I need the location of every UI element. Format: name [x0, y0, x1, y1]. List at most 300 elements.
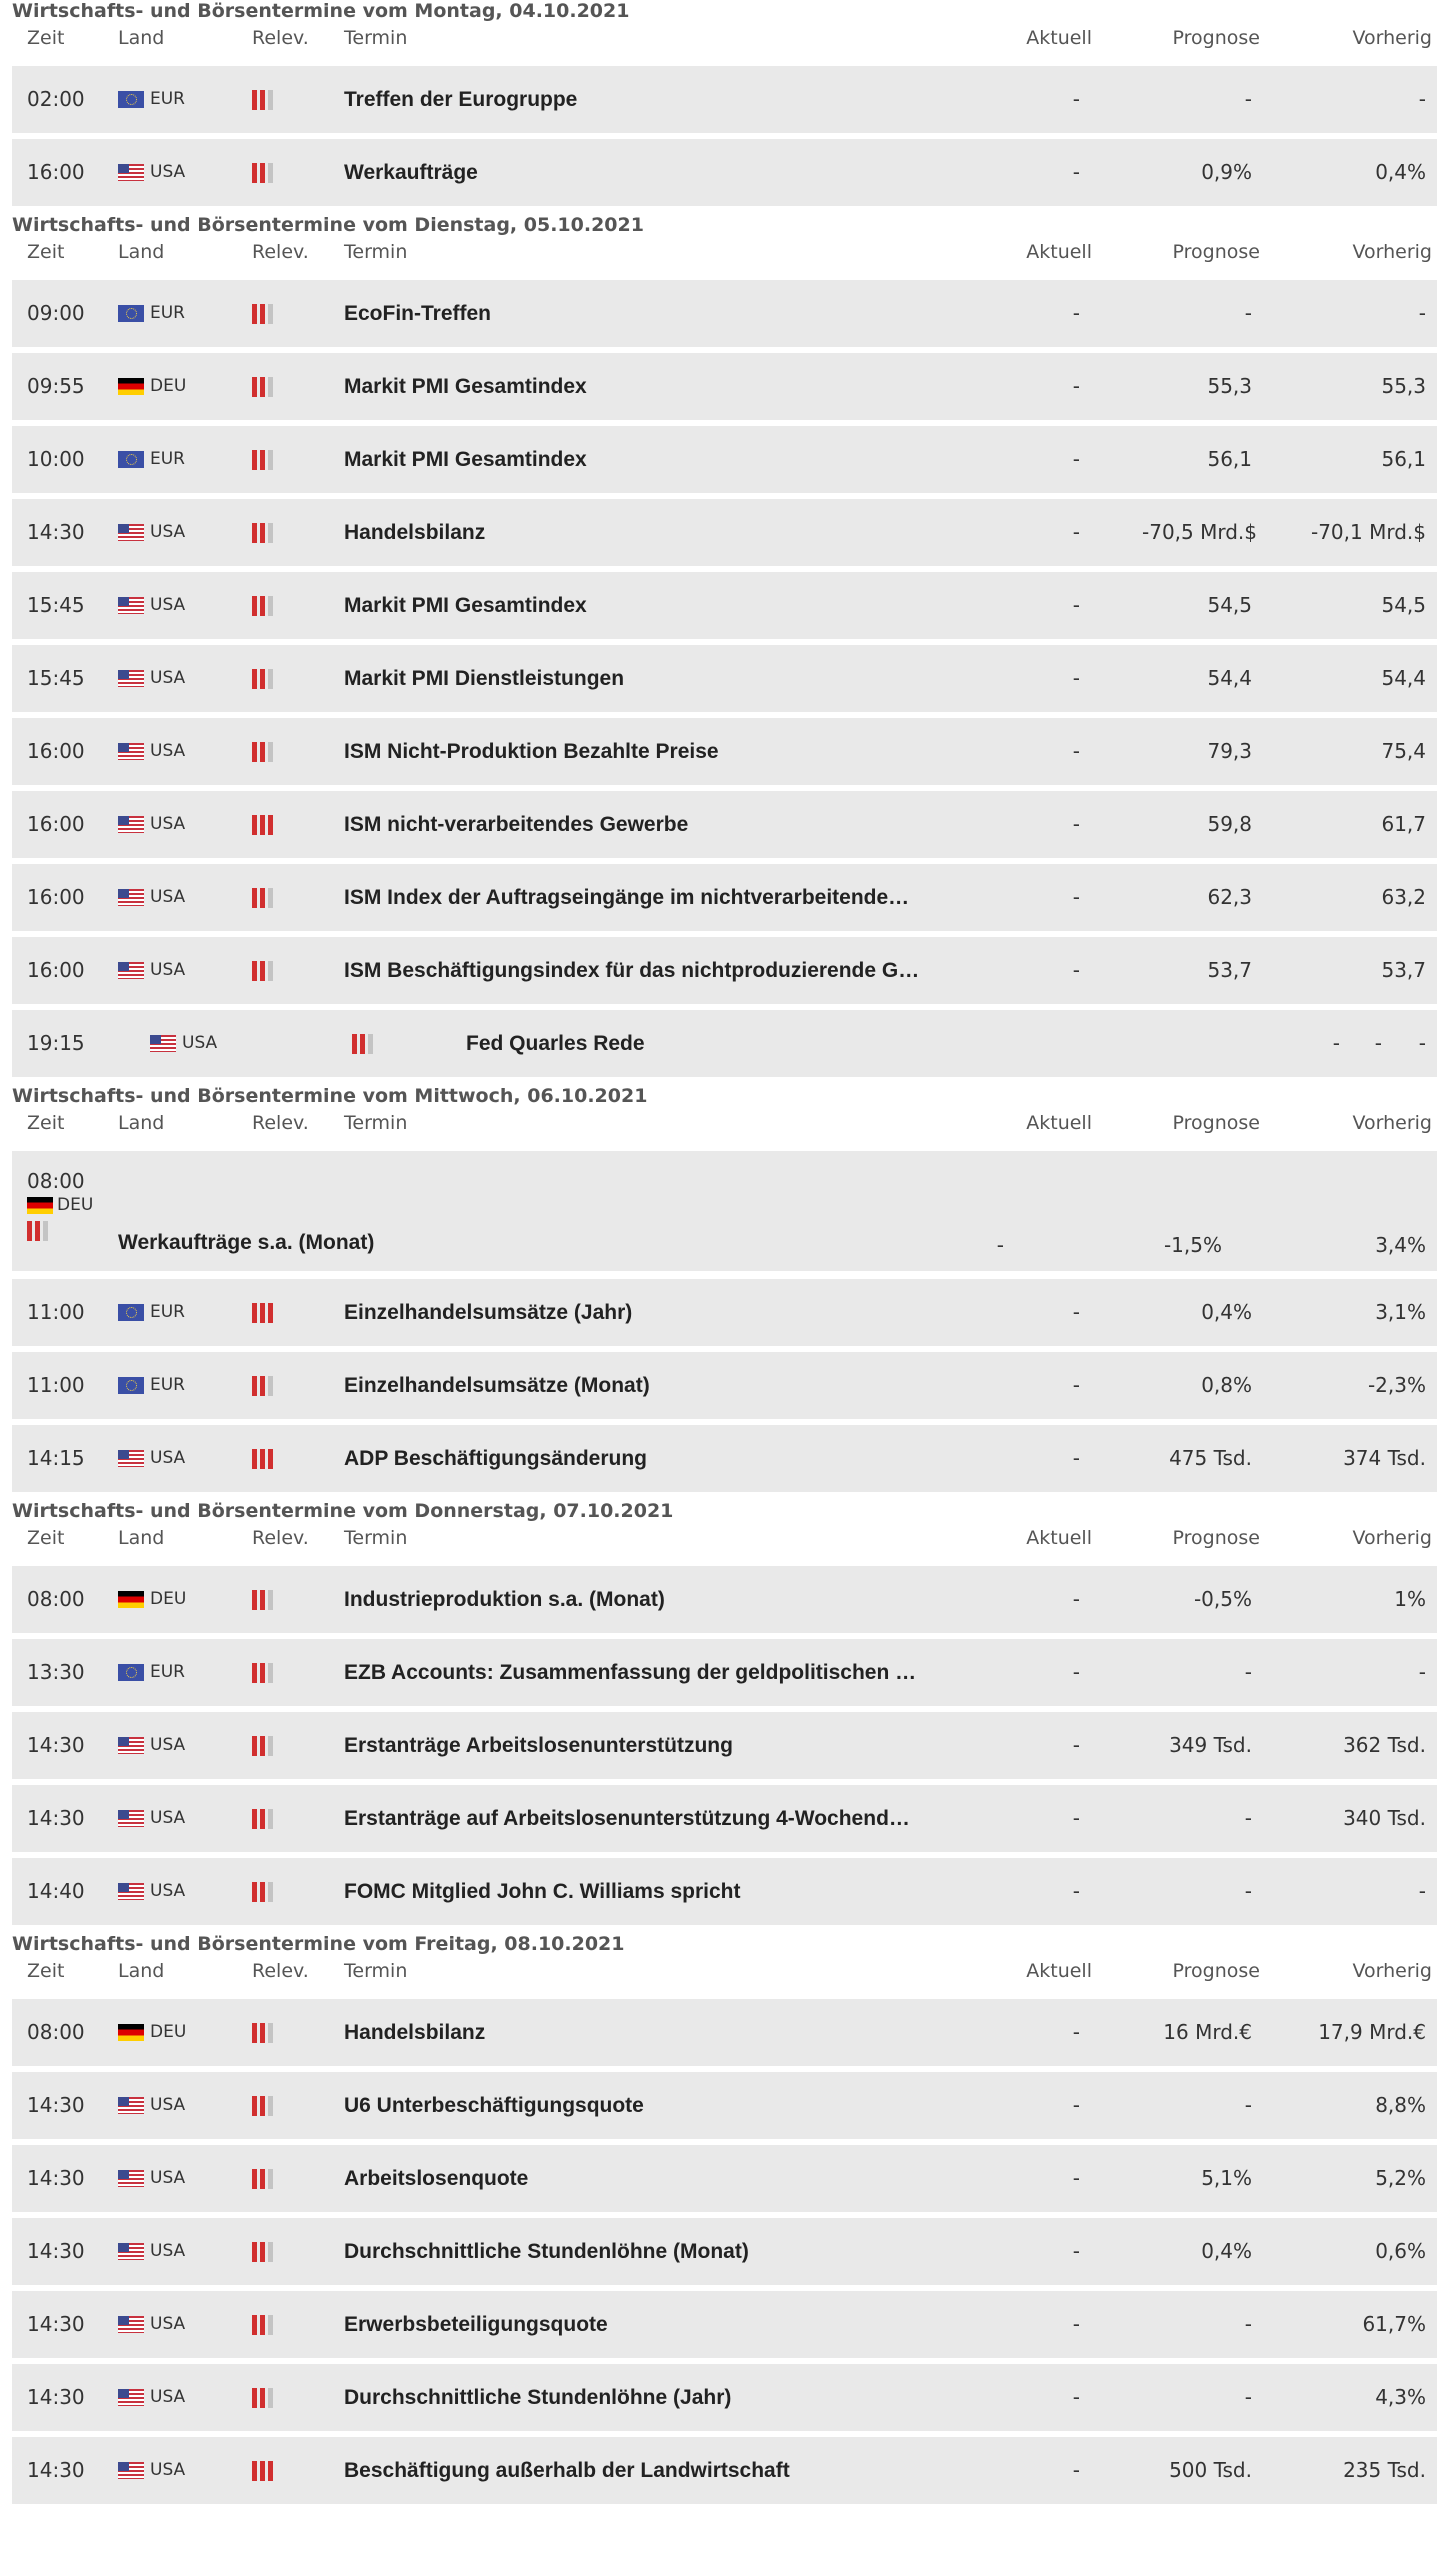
event-country	[118, 1785, 185, 1852]
relevance-icon	[252, 742, 273, 762]
country-code: USA	[150, 2460, 186, 2480]
event-row[interactable]	[12, 1352, 1437, 1419]
column-header-land: Land	[118, 1112, 165, 1134]
event-actual: -	[1072, 2385, 1080, 2409]
event-row[interactable]	[12, 718, 1437, 785]
event-forecast: -	[1244, 2312, 1252, 2336]
event-country	[118, 66, 185, 133]
event-row[interactable]	[12, 1712, 1437, 1779]
event-time: 08:00	[27, 1587, 85, 1611]
relevance-mark-icon	[268, 1449, 273, 1469]
relevance-mark-icon	[252, 2169, 257, 2189]
relevance-icon	[252, 596, 273, 616]
event-time: 16:00	[27, 958, 85, 982]
event-title[interactable]: Handelsbilanz	[344, 521, 486, 544]
relevance-icon	[27, 1221, 48, 1241]
event-forecast: -	[1244, 1806, 1252, 1830]
relevance-icon	[252, 1663, 273, 1683]
column-header-relev: Relev.	[252, 1112, 309, 1134]
relevance-mark-icon	[260, 2315, 265, 2335]
column-header-row	[12, 1955, 1437, 1987]
relevance-icon	[252, 450, 273, 470]
event-actual: -	[1072, 160, 1080, 184]
event-actual: -	[1072, 1373, 1080, 1397]
event-row[interactable]	[12, 645, 1437, 712]
event-country	[118, 791, 185, 858]
event-previous: 374 Tsd.	[1343, 1446, 1426, 1470]
relevance-icon	[252, 1376, 273, 1396]
relevance-mark-icon	[252, 1663, 257, 1683]
relevance-mark-icon	[252, 1376, 257, 1396]
relevance-icon	[252, 90, 273, 110]
event-title[interactable]: Erwerbsbeteiligungsquote	[344, 2313, 608, 2336]
event-title[interactable]: EcoFin-Treffen	[344, 302, 492, 325]
event-title[interactable]: Einzelhandelsumsätze (Jahr)	[344, 1301, 633, 1324]
event-forecast: -	[1244, 2093, 1252, 2117]
event-forecast: -0,5%	[1193, 1587, 1252, 1611]
event-actual: -	[1072, 739, 1080, 763]
relevance-mark-icon	[268, 163, 273, 183]
event-title[interactable]: Werkaufträge	[344, 161, 478, 184]
relevance-mark-icon	[252, 961, 257, 981]
relevance-mark-icon	[260, 1663, 265, 1683]
event-title[interactable]: Treffen der Eurogruppe	[344, 88, 578, 111]
event-title[interactable]: Arbeitslosenquote	[344, 2167, 529, 2190]
relevance-mark-icon	[268, 450, 273, 470]
event-title[interactable]: Werkaufträge s.a. (Monat)	[118, 1231, 375, 1254]
event-previous: 1%	[1394, 1587, 1426, 1611]
flag-usa-icon	[118, 1737, 144, 1754]
event-title[interactable]: FOMC Mitglied John C. Williams spricht	[344, 1880, 741, 1903]
event-time: 02:00	[27, 87, 85, 111]
relevance-mark-icon	[268, 523, 273, 543]
relevance-mark-icon	[260, 669, 265, 689]
event-relevance	[252, 1639, 273, 1706]
event-relevance	[252, 864, 273, 931]
event-time: 16:00	[27, 160, 85, 184]
relevance-mark-icon	[252, 1590, 257, 1610]
event-relevance	[252, 1785, 273, 1852]
relevance-icon	[252, 163, 273, 183]
event-title[interactable]: U6 Unterbeschäftigungsquote	[344, 2094, 644, 2117]
column-header-land: Land	[118, 241, 165, 263]
event-relevance	[252, 1712, 273, 1779]
column-header-vorherig: Vorherig	[1352, 241, 1432, 263]
relevance-mark-icon	[260, 450, 265, 470]
country-code: USA	[150, 2168, 186, 2188]
relevance-mark-icon	[268, 1809, 273, 1829]
country-code: USA	[150, 162, 186, 182]
flag-deu-icon	[27, 1197, 53, 1214]
country-code: DEU	[57, 1195, 94, 1215]
event-relevance	[252, 1425, 273, 1492]
event-previous: 235 Tsd.	[1343, 2458, 1426, 2482]
event-row[interactable]	[12, 66, 1437, 133]
country-code: USA	[182, 1033, 218, 1053]
event-actual: -	[1072, 1879, 1080, 1903]
event-previous: -	[1418, 1031, 1426, 1055]
event-time: 11:00	[27, 1300, 85, 1324]
event-forecast: 54,4	[1207, 666, 1252, 690]
event-forecast: 5,1%	[1201, 2166, 1252, 2190]
event-forecast: 79,3	[1207, 739, 1252, 763]
relevance-mark-icon	[252, 1303, 257, 1323]
relevance-mark-icon	[252, 2315, 257, 2335]
event-previous: 0,6%	[1375, 2239, 1426, 2263]
event-country	[118, 864, 185, 931]
flag-deu-icon	[118, 2024, 144, 2041]
event-country	[118, 1712, 185, 1779]
event-previous: 3,4%	[1375, 1233, 1426, 1257]
relevance-mark-icon	[252, 888, 257, 908]
country-code: USA	[150, 2095, 186, 2115]
event-previous: 63,2	[1381, 885, 1426, 909]
event-row[interactable]	[12, 2145, 1437, 2212]
event-row[interactable]	[12, 1639, 1437, 1706]
event-relevance	[252, 1566, 273, 1633]
relevance-icon	[252, 1303, 273, 1323]
event-title[interactable]: Markit PMI Gesamtindex	[344, 448, 587, 471]
event-actual: -	[1072, 958, 1080, 982]
relevance-mark-icon	[352, 1034, 357, 1054]
event-title[interactable]: Durchschnittliche Stundenlöhne (Monat)	[344, 2240, 749, 2263]
event-title[interactable]: Markit PMI Dienstleistungen	[344, 667, 625, 690]
event-relevance	[252, 718, 273, 785]
event-actual: -	[1072, 2020, 1080, 2044]
event-forecast: 56,1	[1207, 447, 1252, 471]
event-country	[118, 1858, 185, 1925]
event-row[interactable]	[12, 791, 1437, 858]
event-forecast: -	[1244, 87, 1252, 111]
event-row[interactable]	[12, 1566, 1437, 1633]
event-relevance	[252, 66, 273, 133]
event-title[interactable]: ADP Beschäftigungsänderung	[344, 1447, 647, 1470]
event-forecast: -	[1374, 1031, 1382, 1055]
event-relevance	[252, 1279, 273, 1346]
event-forecast: 55,3	[1207, 374, 1252, 398]
event-title[interactable]: Durchschnittliche Stundenlöhne (Jahr)	[344, 2386, 732, 2409]
event-relevance	[252, 499, 273, 566]
relevance-mark-icon	[260, 1809, 265, 1829]
relevance-icon	[252, 2388, 273, 2408]
event-row[interactable]	[12, 1785, 1437, 1852]
relevance-mark-icon	[260, 2461, 265, 2481]
event-row[interactable]	[12, 1999, 1437, 2066]
column-header-termin: Termin	[344, 1527, 408, 1549]
relevance-mark-icon	[268, 2096, 273, 2116]
event-row[interactable]	[12, 864, 1437, 931]
event-row[interactable]	[12, 2364, 1437, 2431]
flag-usa-icon	[118, 1810, 144, 1827]
event-title[interactable]: Markit PMI Gesamtindex	[344, 594, 587, 617]
relevance-icon	[252, 1449, 273, 1469]
relevance-mark-icon	[260, 304, 265, 324]
event-previous: 75,4	[1381, 739, 1426, 763]
flag-usa-icon	[118, 743, 144, 760]
relevance-mark-icon	[260, 2388, 265, 2408]
flag-eur-icon	[118, 451, 144, 468]
day-title: Wirtschafts- und Börsentermine vom Montag, 04.10.2021	[12, 0, 630, 22]
flag-usa-icon	[118, 2389, 144, 2406]
relevance-mark-icon	[260, 888, 265, 908]
event-previous: -	[1418, 1660, 1426, 1684]
column-header-termin: Termin	[344, 1960, 408, 1982]
column-header-row	[12, 1522, 1437, 1554]
relevance-mark-icon	[268, 2461, 273, 2481]
country-code: USA	[150, 1735, 186, 1755]
relevance-icon	[252, 2096, 273, 2116]
event-row[interactable]	[12, 426, 1437, 493]
flag-eur-icon	[118, 1664, 144, 1681]
relevance-mark-icon	[268, 1663, 273, 1683]
event-title[interactable]: ISM nicht-verarbeitendes Gewerbe	[344, 813, 689, 836]
event-actual: -	[1072, 593, 1080, 617]
event-actual: -	[1072, 2312, 1080, 2336]
relevance-mark-icon	[260, 1736, 265, 1756]
relevance-mark-icon	[360, 1034, 365, 1054]
event-time: 14:30	[27, 2093, 85, 2117]
event-row[interactable]	[12, 2072, 1437, 2139]
event-forecast: -	[1244, 1660, 1252, 1684]
relevance-mark-icon	[268, 2315, 273, 2335]
event-time: 14:30	[27, 2385, 85, 2409]
event-country	[118, 280, 185, 347]
event-relevance	[252, 937, 273, 1004]
relevance-mark-icon	[252, 2388, 257, 2408]
column-header-aktuell: Aktuell	[1026, 1112, 1092, 1134]
day-title: Wirtschafts- und Börsentermine vom Freitag, 08.10.2021	[12, 1933, 625, 1955]
day-title: Wirtschafts- und Börsentermine vom Dienstag, 05.10.2021	[12, 214, 644, 236]
event-forecast: 54,5	[1207, 593, 1252, 617]
event-row[interactable]	[12, 1010, 1437, 1077]
event-title[interactable]: Einzelhandelsumsätze (Monat)	[344, 1374, 650, 1397]
column-header-land: Land	[118, 1960, 165, 1982]
event-country	[118, 2364, 185, 2431]
event-title[interactable]: ISM Nicht-Produktion Bezahlte Preise	[344, 740, 719, 763]
relevance-mark-icon	[252, 90, 257, 110]
relevance-mark-icon	[252, 523, 257, 543]
relevance-mark-icon	[252, 450, 257, 470]
relevance-mark-icon	[252, 304, 257, 324]
event-title[interactable]: Handelsbilanz	[344, 2021, 486, 2044]
relevance-mark-icon	[252, 163, 257, 183]
flag-usa-icon	[118, 164, 144, 181]
event-forecast: 0,4%	[1201, 1300, 1252, 1324]
relevance-mark-icon	[252, 2461, 257, 2481]
event-row[interactable]	[12, 1279, 1437, 1346]
country-code: EUR	[150, 1375, 185, 1395]
country-code: DEU	[150, 1589, 187, 1609]
event-actual: -	[1072, 1806, 1080, 1830]
event-time: 14:30	[27, 520, 85, 544]
event-time: 15:45	[27, 666, 85, 690]
event-row[interactable]	[12, 1858, 1437, 1925]
event-title[interactable]: Fed Quarles Rede	[466, 1032, 645, 1055]
event-actual: -	[1072, 2458, 1080, 2482]
event-relevance	[252, 1352, 273, 1419]
relevance-mark-icon	[260, 815, 265, 835]
event-time: 14:30	[27, 2166, 85, 2190]
event-relevance	[252, 426, 273, 493]
event-row[interactable]	[12, 572, 1437, 639]
event-relevance	[252, 1858, 273, 1925]
flag-usa-icon	[118, 1450, 144, 1467]
event-actual: -	[1072, 1733, 1080, 1757]
flag-usa-icon	[118, 1883, 144, 1900]
event-time: 14:30	[27, 1806, 85, 1830]
event-actual: -	[1072, 1660, 1080, 1684]
event-previous: 56,1	[1381, 447, 1426, 471]
event-previous: -	[1418, 301, 1426, 325]
event-relevance	[252, 2291, 273, 2358]
column-header-aktuell: Aktuell	[1026, 241, 1092, 263]
event-country	[118, 1352, 185, 1419]
event-forecast: 500 Tsd.	[1169, 2458, 1252, 2482]
relevance-mark-icon	[260, 742, 265, 762]
event-relevance	[252, 2218, 273, 2285]
event-title[interactable]: ISM Beschäftigungsindex für das nichtproduzierende G…	[344, 959, 920, 982]
event-relevance	[252, 1999, 273, 2066]
column-header-zeit: Zeit	[27, 1112, 65, 1134]
relevance-icon	[252, 1736, 273, 1756]
relevance-icon	[252, 1809, 273, 1829]
event-row[interactable]	[12, 499, 1437, 566]
event-actual: -	[1072, 301, 1080, 325]
relevance-mark-icon	[252, 2023, 257, 2043]
country-code: EUR	[150, 303, 185, 323]
event-country	[118, 1639, 185, 1706]
relevance-icon	[252, 1882, 273, 1902]
flag-eur-icon	[118, 1304, 144, 1321]
event-forecast: -	[1244, 301, 1252, 325]
flag-usa-icon	[118, 2462, 144, 2479]
country-code: USA	[150, 960, 186, 980]
event-title[interactable]: Erstanträge auf Arbeitslosenunterstützung 4-Wochend…	[344, 1807, 910, 1830]
event-country	[118, 1999, 186, 2066]
event-row[interactable]	[12, 2291, 1437, 2358]
relevance-mark-icon	[252, 1736, 257, 1756]
flag-eur-icon	[118, 91, 144, 108]
event-actual: -	[1072, 520, 1080, 544]
event-country	[118, 2072, 185, 2139]
column-header-vorherig: Vorherig	[1352, 1112, 1432, 1134]
flag-deu-icon	[118, 378, 144, 395]
event-relevance	[27, 1221, 48, 1246]
column-header-zeit: Zeit	[27, 241, 65, 263]
event-row[interactable]	[12, 2218, 1437, 2285]
event-row[interactable]	[12, 139, 1437, 206]
event-row[interactable]	[12, 1151, 1437, 1271]
relevance-mark-icon	[260, 596, 265, 616]
event-previous: 8,8%	[1375, 2093, 1426, 2117]
relevance-mark-icon	[252, 1809, 257, 1829]
event-time: 09:00	[27, 301, 85, 325]
event-title[interactable]: Industrieproduktion s.a. (Monat)	[344, 1588, 665, 1611]
event-previous: 5,2%	[1375, 2166, 1426, 2190]
country-code: USA	[150, 1808, 186, 1828]
flag-usa-icon	[118, 524, 144, 541]
event-row[interactable]	[12, 353, 1437, 420]
day-title: Wirtschafts- und Börsentermine vom Donnerstag, 07.10.2021	[12, 1500, 674, 1522]
event-previous: 340 Tsd.	[1343, 1806, 1426, 1830]
country-code: USA	[150, 2387, 186, 2407]
relevance-mark-icon	[268, 669, 273, 689]
relevance-mark-icon	[260, 2242, 265, 2262]
column-header-aktuell: Aktuell	[1026, 27, 1092, 49]
event-actual: -	[1072, 666, 1080, 690]
column-header-vorherig: Vorherig	[1352, 27, 1432, 49]
relevance-mark-icon	[268, 2242, 273, 2262]
relevance-icon	[352, 1034, 373, 1054]
event-previous: -	[1418, 87, 1426, 111]
event-actual: -	[1072, 447, 1080, 471]
event-actual: -	[1072, 1587, 1080, 1611]
column-header-land: Land	[118, 27, 165, 49]
event-relevance	[252, 2145, 273, 2212]
event-previous: -70,1 Mrd.$	[1310, 520, 1426, 544]
relevance-mark-icon	[268, 2169, 273, 2189]
event-previous: 3,1%	[1375, 1300, 1426, 1324]
relevance-mark-icon	[260, 1376, 265, 1396]
event-country	[150, 1010, 217, 1077]
country-code: USA	[150, 1448, 186, 1468]
relevance-mark-icon	[260, 1449, 265, 1469]
country-code: DEU	[150, 2022, 187, 2042]
relevance-icon	[252, 888, 273, 908]
event-title[interactable]: ISM Index der Auftragseingänge im nichtverarbeitende…	[344, 886, 910, 909]
event-relevance	[252, 2364, 273, 2431]
relevance-mark-icon	[252, 669, 257, 689]
event-forecast: -	[1244, 2385, 1252, 2409]
event-country	[118, 499, 185, 566]
column-header-prognose: Prognose	[1172, 1527, 1260, 1549]
event-relevance	[252, 139, 273, 206]
event-title[interactable]: Erstanträge Arbeitslosenunterstützung	[344, 1734, 733, 1757]
column-header-relev: Relev.	[252, 241, 309, 263]
event-title[interactable]: Markit PMI Gesamtindex	[344, 375, 587, 398]
event-country	[118, 1425, 185, 1492]
relevance-mark-icon	[268, 1376, 273, 1396]
event-time: 13:30	[27, 1660, 85, 1684]
relevance-mark-icon	[260, 1882, 265, 1902]
event-row[interactable]	[12, 937, 1437, 1004]
relevance-mark-icon	[260, 961, 265, 981]
country-code: DEU	[150, 376, 187, 396]
relevance-mark-icon	[252, 742, 257, 762]
event-title[interactable]: EZB Accounts: Zusammenfassung der geldpolitischen …	[344, 1661, 917, 1684]
event-row[interactable]	[12, 280, 1437, 347]
relevance-mark-icon	[252, 377, 257, 397]
relevance-icon	[252, 2242, 273, 2262]
flag-usa-icon	[118, 670, 144, 687]
event-time: 08:00	[27, 2020, 85, 2044]
event-time: 19:15	[27, 1031, 85, 1055]
relevance-mark-icon	[268, 2388, 273, 2408]
event-row[interactable]	[12, 1425, 1437, 1492]
event-forecast: 475 Tsd.	[1169, 1446, 1252, 1470]
flag-usa-icon	[118, 2097, 144, 2114]
event-relevance	[352, 1010, 373, 1077]
event-forecast: 349 Tsd.	[1169, 1733, 1252, 1757]
column-header-prognose: Prognose	[1172, 27, 1260, 49]
event-relevance	[252, 353, 273, 420]
event-forecast: -	[1244, 1879, 1252, 1903]
relevance-mark-icon	[260, 2023, 265, 2043]
event-country	[27, 1195, 93, 1215]
event-row[interactable]	[12, 2437, 1437, 2504]
event-time: 16:00	[27, 885, 85, 909]
event-title[interactable]: Beschäftigung außerhalb der Landwirtschaft	[344, 2459, 790, 2482]
